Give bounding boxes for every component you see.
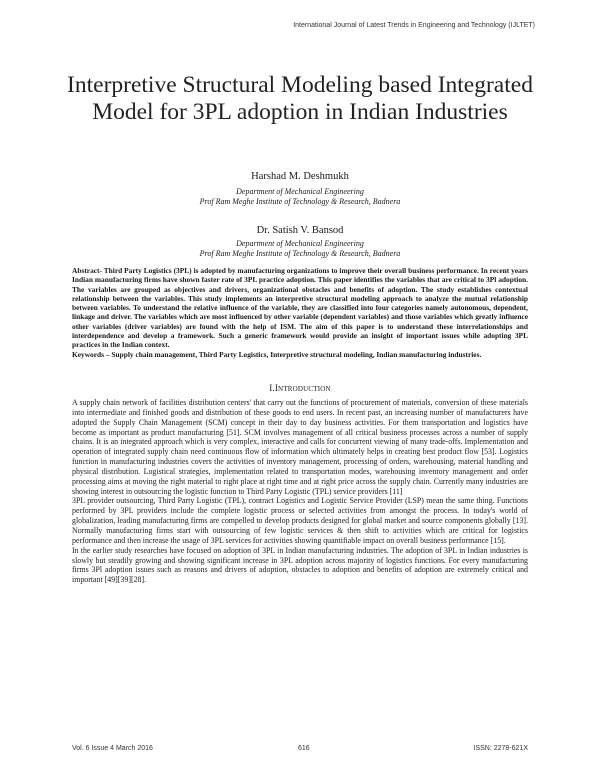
paper-title: Interpretive Structural Modeling based Integrated Model for 3PL adoption in Indian Industries: [67, 72, 533, 125]
section-heading: [60, 383, 540, 393]
author-institution: Prof Ram Meghe Institute of Technology & Research, Badnera: [199, 249, 401, 258]
keywords: Keywords – Supply chain management, Third Party Logistics, Interpretive structural modeling, Indian manufacturing industries.: [72, 350, 482, 359]
author-block-1: [60, 170, 540, 207]
paragraph: A supply chain network of facilities distribution centers' that carry out the functions of procurement of materials, conversion of these materials into intermediate and finished goods and distribution of these goods to end users. In recent past, an increasing number of manufacturers have adopted the Supply Chain Management (SCM) concept in their day to day business activities. For them transportation and logistics have become as important as product manufacturing [51]. SCM involves management of all critical business processes across a number of supply chains. It is an integrated approach which is very complex, interactive and calls for concurrent viewing of many trade-offs. Implementation and operation of integrated supply chain need continuous flow of information which ultimately helps in creating best product flow [53]. Logistics function in manufacturing industries covers the activities of inventory management, processing of orders, warehousing, material handling and physical distribution. Logistical strategies, implementation related to transportation modes, warehousing inventory management and order processing aims at moving the right material to right place at right time and at right price across the supply chain. Currently many industries are showing interest in outsourcing the logistic function to Third Party Logistic (TPL) service providers [11]: [72, 398, 528, 496]
footer-issn: ISSN: 2278-621X: [473, 745, 528, 752]
author-institution: Prof Ram Meghe Institute of Technology & Research, Badnera: [199, 197, 401, 206]
author-department: Department of Mechanical Engineering: [236, 239, 364, 248]
paragraph: In the earlier study researches have focused on adoption of 3PL in Indian manufacturing industries. The adoption of 3PL in Indian industries is slowly but steadily growing and showing significant increase in 3PL adoption across majority of logistics functions. For every manufacturing firms 3Pl adoption issues such as reasons and drivers of adoption, obstacles to adoption and benefits of adoption are extremely critical and important [49][39][28].: [72, 545, 528, 585]
footer-page-number: 616: [298, 745, 310, 752]
paragraph: 3PL provider outsourcing, Third Party Logistic (TPL), contract Logistics and Logistic Service Provider (LSP) mean the same thing. Functions performed by 3PL providers include the complete logistic process or selected activities from amongst the process. In today's world of globalization, leading manufacturing firms are compelled to develop products designed for global market and source components globally [13]. Normally manufacturing firms start with outsourcing of few logistic services & then shift to activities which are critical for logistics performance and then increase the usage of 3PL services for activities showing quantifiable impact on overall business performance [15].: [72, 496, 528, 545]
abstract: Abstract- Third Party Logistics (3PL) is adopted by manufacturing organizations to improve their overall business performance. In recent years Indian manufacturing firms have shown faster rate of 3PL practice adoption. This paper identifies the variables that are critical to 3Pl adoption. The variables are grouped as objectives and drivers, organizational obstacles and benefits of adoption. The study establishes contextual relationship between the variables. This study implements an interpretive structural modeling approach to analyze the mutual relationship between variables. To understand the relative influence of the variable, they are classified into four categories namely autonomous, dependent, linkage and driver. The variables which are most influenced by other variable (dependent variables) and those variables which greatly influence other variables (driver variables) are found with the help of ISM. The aim of this paper is to understand these interrelationships and interdependence and develop a framework. Such a generic framework would provide an insight of important issues while adopting 3PL practices in the Indian context.: [72, 266, 528, 350]
journal-header: International Journal of Latest Trends in Engineering and Technology (IJLTET): [293, 22, 535, 29]
author-block-2: [60, 224, 540, 259]
author-department: Department of Mechanical Engineering: [236, 187, 364, 196]
section-title-rest: NTRODUCTION: [278, 385, 331, 393]
author-name: Harshad M. Deshmukh: [251, 171, 349, 182]
footer-issue: Vol. 6 Issue 4 March 2016: [72, 745, 153, 752]
author-name: Dr. Satish V. Bansod: [256, 225, 344, 236]
section-initial: I: [274, 383, 279, 393]
section-numeral: I.: [269, 383, 275, 393]
body-text: [72, 398, 528, 585]
